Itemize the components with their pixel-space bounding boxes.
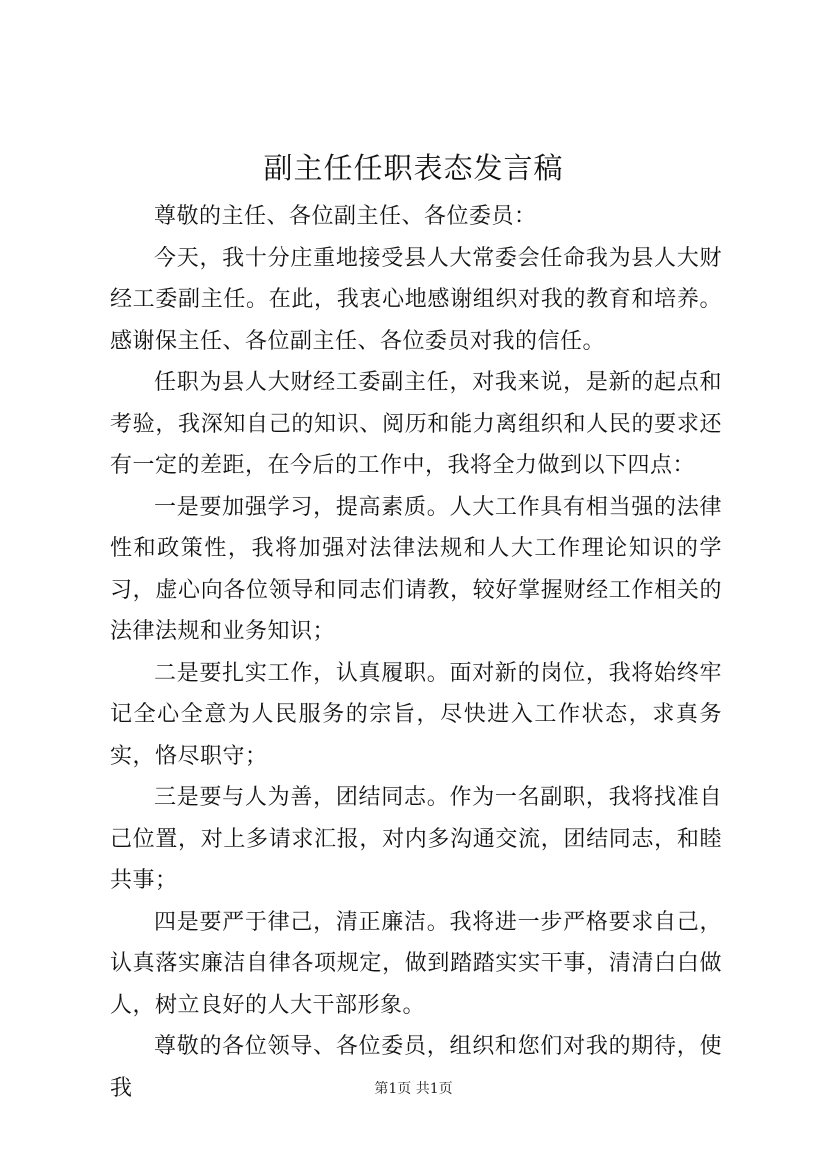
page-number-footer: 第1页 共1页	[374, 1081, 453, 1097]
paragraph-appointment-thanks: 今天，我十分庄重地接受县人大常委会任命我为县人大财经工委副主任。在此，我衷心地感谢组织对我的教育和培养。感谢保主任、各位副主任、各位委员对我的信任。	[110, 245, 722, 354]
paragraph-point-three: 三是要与人为善，团结同志。作为一名副职，我将找准自己位置，对上多请求汇报，对内多沟通交流，团结同志，和睦共事；	[110, 785, 722, 893]
paragraph-closing: 尊敬的各位领导、各位委员，组织和您们对我的期待，使我	[110, 1034, 722, 1101]
paragraph-point-four: 四是要严于律己，清正廉洁。我将进一步严格要求自己，认真落实廉洁自律各项规定，做到踏踏实实干事，清清白白做人，树立良好的人大干部形象。	[110, 909, 722, 1018]
document-title: 副主任任职表态发言稿	[263, 151, 564, 185]
document-body	[110, 196, 722, 1109]
paragraph-point-one: 一是要加强学习，提高素质。人大工作具有相当强的法律性和政策性，我将加强对法律法规和人大工作理论知识的学习，虚心向各位领导和同志们请教，较好掌握财经工作相关的法律法规和业务知识；	[110, 494, 722, 644]
paragraph-new-starting-point: 任职为县人大财经工委副主任，对我来说，是新的起点和考验，我深知自己的知识、阅历和能力离组织和人民的要求还有一定的差距，在今后的工作中，我将全力做到以下四点：	[110, 370, 722, 478]
paragraph-salutation: 尊敬的主任、各位副主任、各位委员：	[154, 204, 537, 229]
paragraph-point-two: 二是要扎实工作，认真履职。面对新的岗位，我将始终牢记全心全意为人民服务的宗旨，尽快进入工作状态，求真务实，恪尽职守；	[110, 660, 722, 769]
